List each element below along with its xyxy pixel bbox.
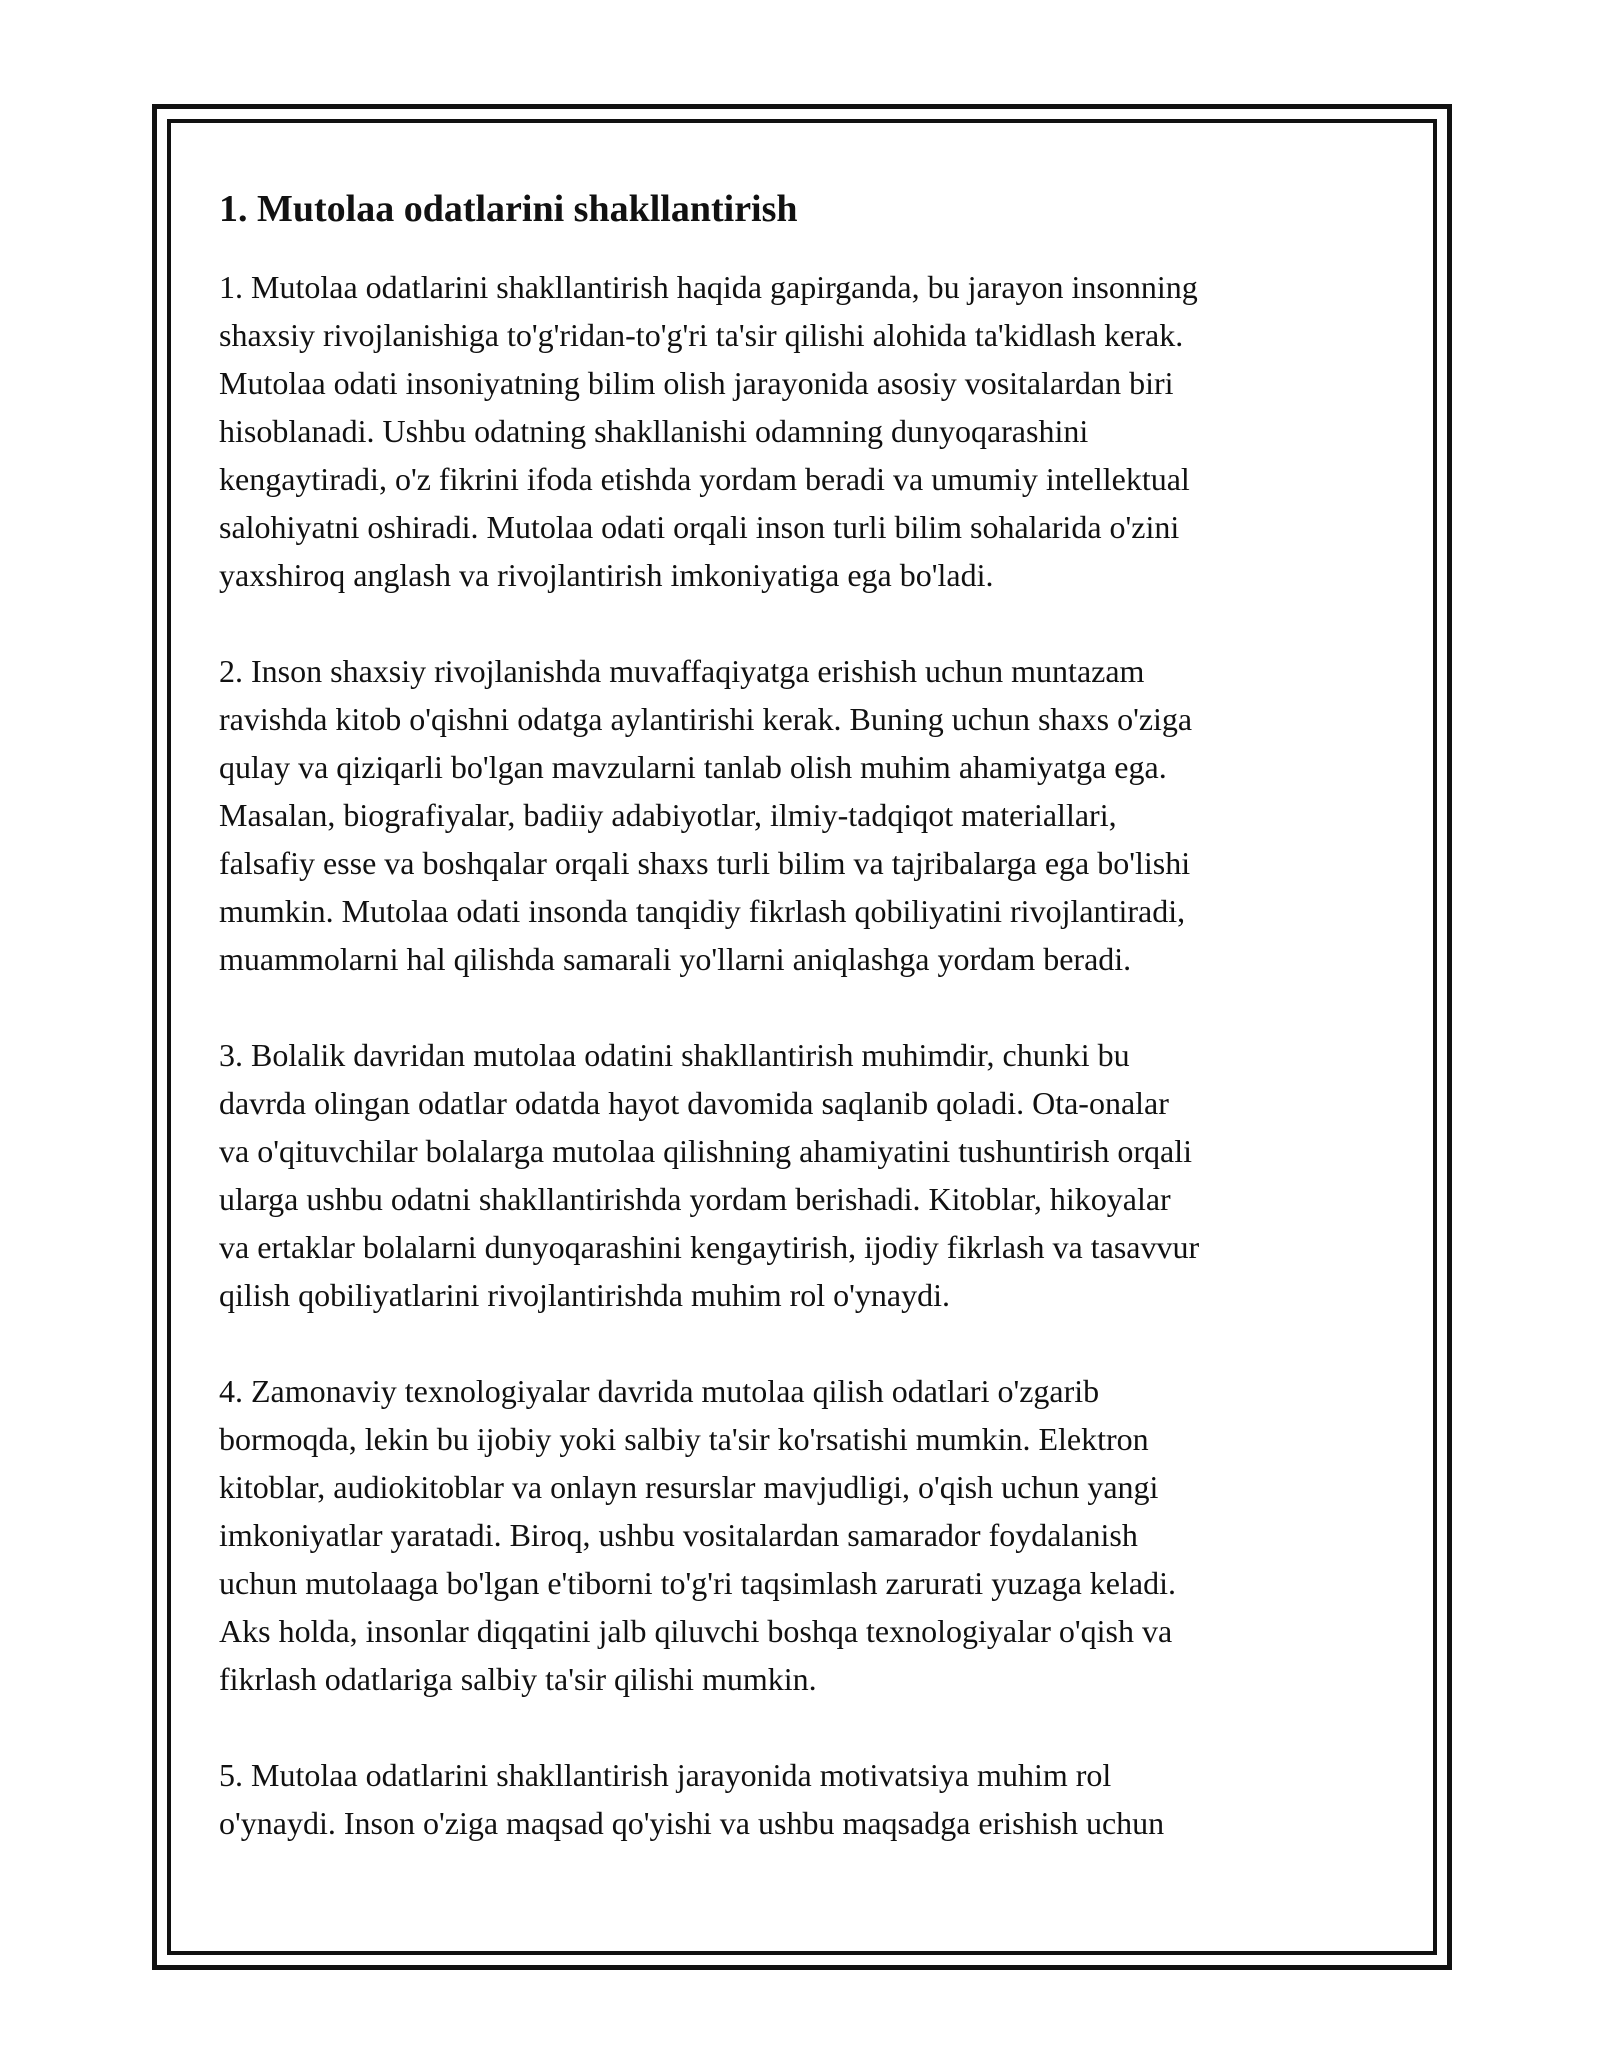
paragraph-line: 4. Zamonaviy texnologiyalar davrida mutolaa qilish odatlari o'zgarib (219, 1373, 1100, 1409)
paragraph-1 (219, 263, 1369, 599)
paragraph-line: qulay va qiziqarli bo'lgan mavzularni tanlab olish muhim ahamiyatga ega. (219, 749, 1167, 785)
paragraph-line: hisoblanadi. Ushbu odatning shakllanishi odamning dunyoqarashini (219, 413, 1089, 449)
paragraph-line: ravishda kitob o'qishni odatga aylantirishi kerak. Buning uchun shaxs o'ziga (219, 701, 1193, 737)
paragraph-line: qilish qobiliyatlarini rivojlantirishda muhim rol o'ynaydi. (219, 1277, 951, 1313)
paragraph-line: o'ynaydi. Inson o'ziga maqsad qo'yishi va ushbu maqsadga erishish uchun (219, 1805, 1165, 1841)
paragraph-line: muammolarni hal qilishda samarali yo'llarni aniqlashga yordam beradi. (219, 941, 1132, 977)
paragraph-line: 1. Mutolaa odatlarini shakllantirish haqida gapirganda, bu jarayon insonning (219, 269, 1198, 305)
paragraph-line: va ertaklar bolalarni dunyoqarashini kengaytirish, ijodiy fikrlash va tasavvur (219, 1229, 1200, 1265)
paragraph-line: mumkin. Mutolaa odati insonda tanqidiy fikrlash qobiliyatini rivojlantiradi, (219, 893, 1186, 929)
paragraph-line: imkoniyatlar yaratadi. Biroq, ushbu vositalardan samarador foydalanish (219, 1517, 1138, 1553)
paragraph-line: 3. Bolalik davridan mutolaa odatini shakllantirish muhimdir, chunki bu (219, 1037, 1130, 1073)
paragraph-3 (219, 1031, 1369, 1319)
document-body (219, 185, 1369, 1895)
paragraph-line: fikrlash odatlariga salbiy ta'sir qilishi mumkin. (219, 1661, 817, 1697)
document-title: 1. Mutolaa odatlarini shakllantirish (219, 188, 798, 230)
paragraph-line: ularga ushbu odatni shakllantirishda yordam berishadi. Kitoblar, hikoyalar (219, 1181, 1171, 1217)
paragraph-4 (219, 1367, 1369, 1703)
paragraph-line: Mutolaa odati insoniyatning bilim olish jarayonida asosiy vositalardan biri (219, 365, 1174, 401)
paragraph-line: 2. Inson shaxsiy rivojlanishda muvaffaqiyatga erishish uchun muntazam (219, 653, 1145, 689)
paragraph-line: kengaytiradi, o'z fikrini ifoda etishda yordam beradi va umumiy intellektual (219, 461, 1190, 497)
paragraph-line: Aks holda, insonlar diqqatini jalb qiluvchi boshqa texnologiyalar o'qish va (219, 1613, 1173, 1649)
paragraph-line: Masalan, biografiyalar, badiiy adabiyotlar, ilmiy-tadqiqot materiallari, (219, 797, 1117, 833)
paragraph-line: shaxsiy rivojlanishiga to'g'ridan-to'g'ri ta'sir qilishi alohida ta'kidlash kerak. (219, 317, 1184, 353)
paragraph-list (219, 263, 1369, 1847)
paragraph-5 (219, 1751, 1369, 1847)
paragraph-line: falsafiy esse va boshqalar orqali shaxs turli bilim va tajribalarga ega bo'lishi (219, 845, 1191, 881)
paragraph-line: yaxshiroq anglash va rivojlantirish imkoniyatiga ega bo'ladi. (219, 557, 994, 593)
paragraph-line: va o'qituvchilar bolalarga mutolaa qilishning ahamiyatini tushuntirish orqali (219, 1133, 1192, 1169)
paragraph-line: kitoblar, audiokitoblar va onlayn resurslar mavjudligi, o'qish uchun yangi (219, 1469, 1159, 1505)
paragraph-2 (219, 647, 1369, 983)
paragraph-line: uchun mutolaaga bo'lgan e'tiborni to'g'ri taqsimlash zarurati yuzaga keladi. (219, 1565, 1176, 1601)
paragraph-line: davrda olingan odatlar odatda hayot davomida saqlanib qoladi. Ota-onalar (219, 1085, 1169, 1121)
paragraph-line: 5. Mutolaa odatlarini shakllantirish jarayonida motivatsiya muhim rol (219, 1757, 1112, 1793)
paragraph-line: bormoqda, lekin bu ijobiy yoki salbiy ta'sir ko'rsatishi mumkin. Elektron (219, 1421, 1149, 1457)
paragraph-line: salohiyatni oshiradi. Mutolaa odati orqali inson turli bilim sohalarida o'zini (219, 509, 1180, 545)
